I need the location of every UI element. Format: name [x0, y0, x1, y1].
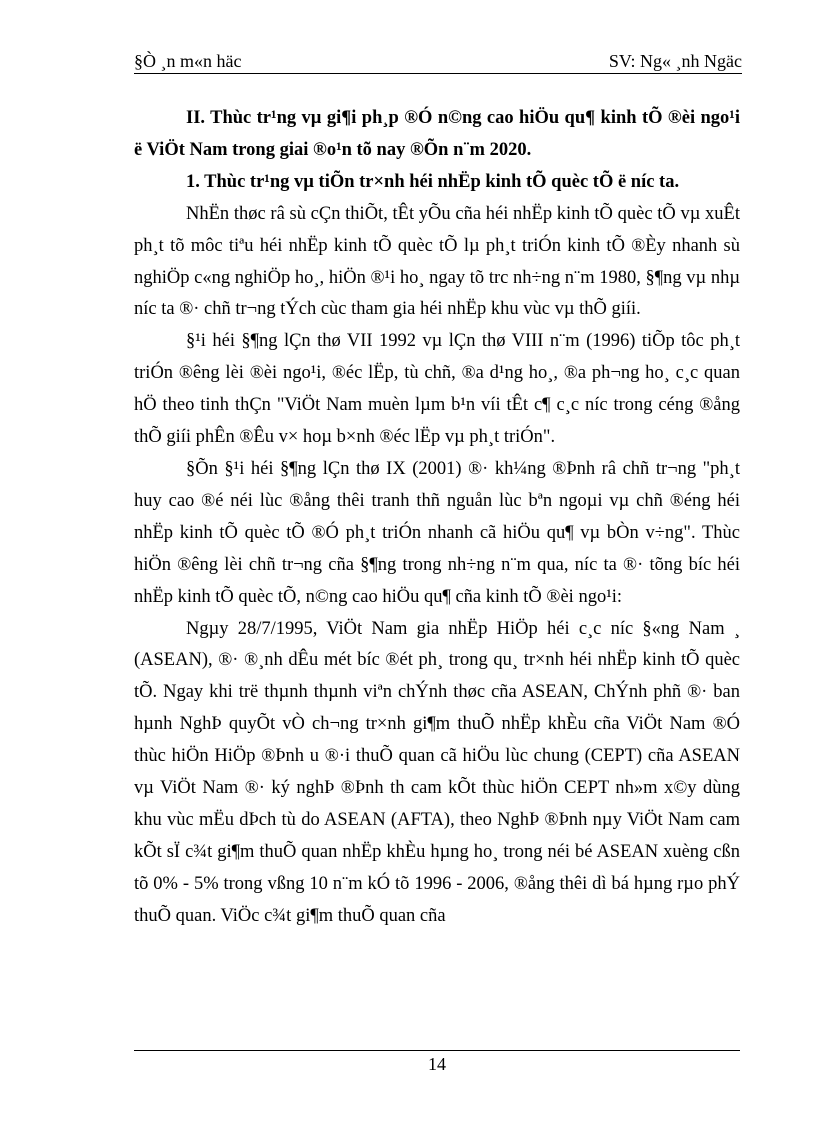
header-course-title: §Ò ¸n m«n häc: [134, 51, 242, 71]
document-body: [134, 103, 740, 933]
paragraph-2: §¹i héi §¶ng lÇn thø VII 1992 vµ lÇn thø VIII n¨m (1996) tiÕp tôc ph¸t triÓn ®êng lèi ®èi ngo¹i, ®éc lËp, tù chñ, ®a d¹ng ho¸, ®a ph¬ng ho¸ c¸c quan hÖ theo tinh thÇn "ViÖt Nam muèn lµm b¹n víi tÊt c¶ c¸c níc trong céng ®ång thÕ giíi phÊn ®Êu v× hoµ b×nh ®éc lËp vµ ph¸t triÓn".: [134, 331, 740, 448]
subsection-heading: 1. Thùc tr¹ng vµ tiÕn tr×nh héi nhËp kinh tÕ quèc tÕ ë níc ta.: [186, 171, 680, 192]
paragraph-3: §Õn §¹i héi §¶ng lÇn thø IX (2001) ®· kh¼ng ®Þnh râ chñ tr¬ng "ph¸t huy cao ®é néi lùc ®ång thêi tranh thñ nguån lùc bªn ngoµi vµ chñ ®éng héi nhËp kinh tÕ quèc tÕ ®Ó ph¸t triÓn nhanh cã hiÖu qu¶ vµ bÒn v÷ng". Thùc hiÖn ®êng lèi chñ tr¬ng cña §¶ng trong nh÷ng n¨m qua, níc ta ®· tõng bíc héi nhËp kinh tÕ quèc tÕ, n©ng cao hiÖu qu¶ cña kinh tÕ ®èi ngo¹i:: [134, 458, 740, 607]
section-heading: II. Thùc tr¹ng vµ gi¶i ph¸p ®Ó n©ng cao hiÖu qu¶ kinh tÕ ®èi ngo¹i ë ViÖt Nam trong giai ®o¹n tõ nay ®Õn n¨m 2020.: [134, 108, 740, 160]
paragraph-4: Ngµy 28/7/1995, ViÖt Nam gia nhËp HiÖp héi c¸c níc §«ng Nam ¸ (ASEAN), ®· ®¸nh dÊu mét bíc ®ét ph¸ trong qu¸ tr×nh héi nhËp kinh tÕ quèc tÕ. Ngay khi trë thµnh thµnh viªn chÝnh thøc cña ASEAN, ChÝnh phñ ®· ban hµnh NghÞ quyÕt vÒ ch¬ng tr×nh gi¶m thuÕ nhËp khÈu cña ViÖt Nam ®Ó thùc hiÖn HiÖp ®Þnh u ®·i thuÕ quan cã hiÖu lùc chung (CEPT) cña ASEAN vµ ViÖt Nam ®· ký nghÞ ®Þnh th cam kÕt thùc hiÖn CEPT nh»m x©y dùng khu vùc mËu dÞch tù do ASEAN (AFTA), theo NghÞ ®Þnh nµy ViÖt Nam cam kÕt sÏ c¾t gi¶m thuÕ quan nhËp khÈu hµng ho¸ trong néi bé ASEAN xuèng cßn tõ 0% - 5% trong vßng 10 n¨m kÓ tõ 1996 - 2006, ®ång thêi dì bá hµng rµo phÝ thuÕ quan. ViÖc c¾t gi¶m thuÕ quan cña: [134, 618, 740, 926]
page-header: [134, 49, 742, 74]
footer-divider: [134, 1050, 740, 1051]
header-student-name: SV: Ng« ¸nh Ngäc: [608, 51, 742, 71]
page-number: 14: [428, 1054, 446, 1074]
paragraph-1: NhËn thøc râ sù cÇn thiÕt, tÊt yÕu cña héi nhËp kinh tÕ quèc tÕ vµ xuÊt ph¸t tõ môc tiªu héi nhËp kinh tÕ quèc tÕ lµ ph¸t triÓn kinh tÕ ®Èy nhanh sù nghiÖp c«ng nghiÖp ho¸, hiÖn ®¹i ho¸ ngay tõ trc nh÷ng n¨m 1980, §¶ng vµ nhµ níc ta ®· chñ tr¬ng tÝch cùc tham gia héi nhËp khu vùc vµ thÕ giíi.: [134, 203, 740, 320]
